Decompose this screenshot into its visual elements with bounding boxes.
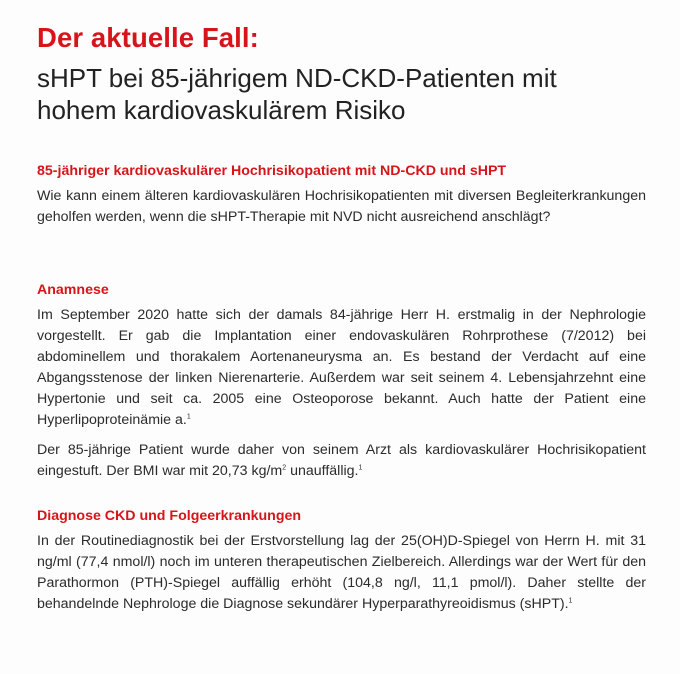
diagnose-paragraph: In der Routinediagnostik bei der Erstvorstellung lag der 25(OH)D-Spiegel von Herrn H. mit 31 ng/ml (77,4 nmol/l) noch im unteren therapeutischen Zielbereich. Allerdings war der Wert für den Parathormon (PTH)-Spiegel auffällig erhöht (104,8 ng/l, 11,1 pmol/l). Daher stellte der behandelnde Nephrologe die Diagnose sekundärer Hyperparathyreoidismus (sHPT).: [37, 533, 646, 612]
title-line-2: hohem kardiovaskulärem Risiko: [37, 95, 406, 125]
anamnese-section: [37, 281, 646, 482]
reference-marker: 1: [358, 464, 363, 472]
intro-section: [37, 162, 646, 228]
anamnese-p2-end: unauffällig.: [286, 463, 359, 479]
reference-marker: 1: [186, 413, 191, 421]
reference-marker: 1: [568, 597, 573, 605]
unit-exponent: 2: [282, 464, 287, 472]
page-title: [37, 62, 646, 126]
anamnese-paragraph-2: [37, 440, 646, 482]
anamnese-p1-text: Im September 2020 hatte sich der damals 84-jährige Herr H. erstmalig in der Nephrologie vorgestellt. Er gab die Implantation einer endovaskulären Rohrprothese (7/2012) bei abdominellem und thorakalem Aortenaneurysma an. Es bestand der Verdacht auf eine Abgangsstenose der linken Nierenarterie. Außerdem war seit seinem 4. Lebensjahrzehnt eine Hypertonie und seit ca. 2005 eine Osteoporose bekannt. Auch hatte der Patient eine Hyperlipoproteinämie a.: [37, 307, 646, 428]
anamnese-heading: Anamnese: [37, 282, 109, 298]
kicker-heading: Der aktuelle Fall:: [37, 22, 259, 53]
diagnose-section: [37, 507, 646, 615]
diagnose-text: [37, 531, 646, 615]
anamnese-p2-text: Der 85-jährige Patient wurde daher von seinem Arzt als kardiovaskulärer Hochrisikopatient eingestuft. Der BMI war mit 20,73 kg/m: [37, 442, 646, 479]
anamnese-paragraph-1: [37, 305, 646, 431]
title-line-1: sHPT bei 85-jährigem ND-CKD-Patienten mit: [37, 63, 557, 93]
intro-text: Wie kann einem älteren kardiovaskulären Hochrisikopatienten mit diversen Begleiterkrankungen geholfen werden, wenn die sHPT-Therapie mit NVD nicht ausreichend anschlägt?: [37, 188, 646, 225]
intro-heading: 85-jähriger kardiovaskulärer Hochrisikopatient mit ND-CKD und sHPT: [37, 163, 507, 179]
diagnose-heading: Diagnose CKD und Folgeerkrankungen: [37, 508, 302, 524]
